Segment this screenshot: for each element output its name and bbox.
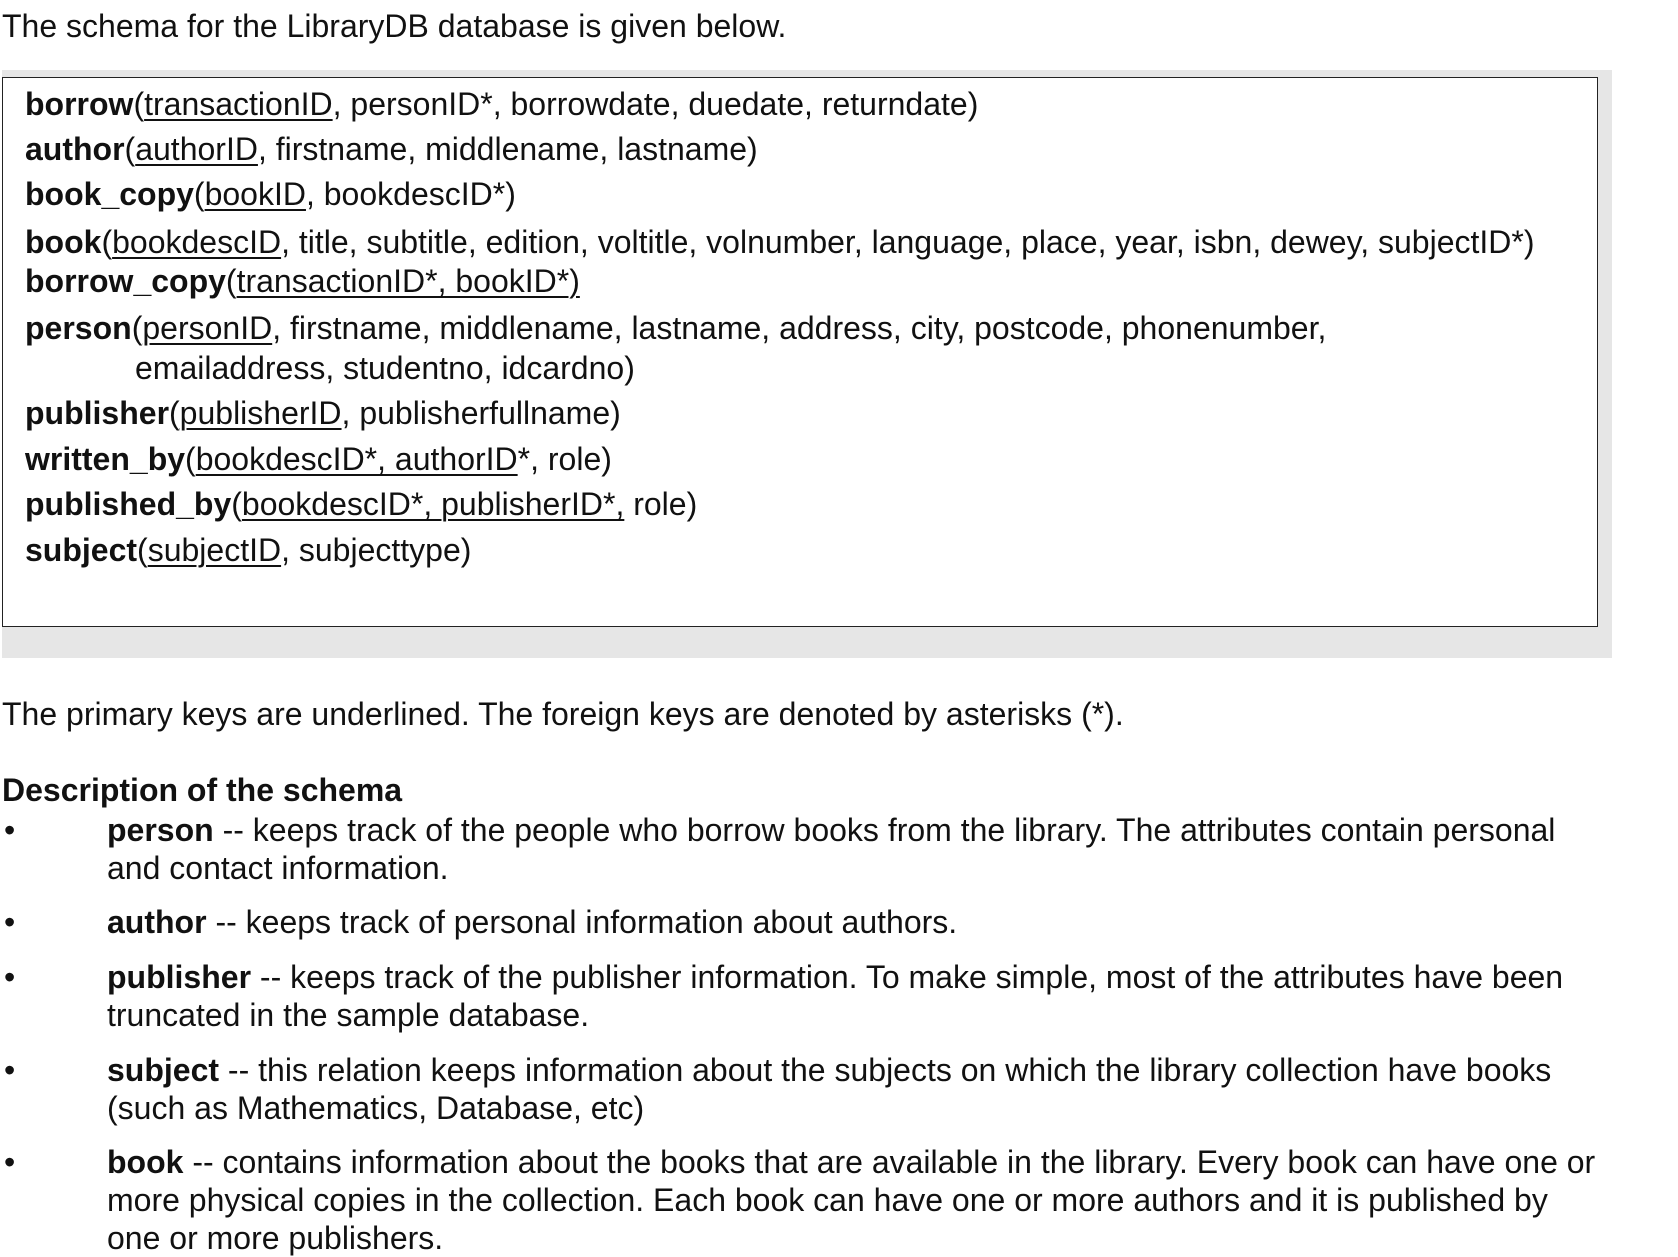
relation-subject: subject(subjectID, subjecttype) [25, 532, 472, 568]
primary-key: bookID [204, 176, 306, 212]
description-text: -- keeps track of the publisher information. To make simple, most of the attributes have been truncated in the sample database. [107, 959, 1564, 1033]
primary-key: bookdescID*, authorID [195, 441, 518, 477]
description-term: subject [107, 1052, 220, 1088]
bullet-icon: • [4, 1144, 16, 1180]
relation-name: person [25, 310, 132, 346]
relation-name: written_by [25, 441, 186, 477]
keys-note: The primary keys are underlined. The foreign keys are denoted by asterisks (*). [2, 696, 1124, 732]
relation-name: borrow_copy [25, 263, 226, 299]
relation-written-by: written_by(bookdescID*, authorID*, role) [25, 441, 612, 477]
description-text: -- contains information about the books that are available in the library. Every book can have one or more physical copies in the collection. Each book can have one or more authors and it is published by one or more publishers. [107, 1144, 1596, 1256]
relation-name: book [25, 224, 102, 260]
intro-text: The schema for the LibraryDB database is given below. [2, 8, 787, 44]
relation-name: publisher [25, 395, 170, 431]
relation-name: author [25, 131, 125, 167]
primary-key: publisherID [179, 395, 342, 431]
primary-key: bookdescID [112, 224, 282, 260]
bullet-icon: • [4, 1052, 16, 1088]
description-term: person [107, 812, 214, 848]
relation-name: published_by [25, 486, 232, 522]
primary-key: subjectID [147, 532, 282, 568]
description-term: author [107, 904, 207, 940]
relation-book: book(bookdescID, title, subtitle, edition, voltitle, volnumber, language, place, year, isbn, dewey, subjectID*) [25, 224, 1535, 260]
description-text: -- this relation keeps information about the subjects on which the library collection have books (such as Mathematics, Database, etc) [107, 1052, 1552, 1126]
relation-published-by: published_by(bookdescID*, publisherID*, role) [25, 486, 698, 522]
relation-name: book_copy [25, 176, 194, 212]
relation-name: borrow [25, 86, 134, 122]
relation-person-continuation: emailaddress, studentno, idcardno) [135, 350, 635, 386]
relation-name: subject [25, 532, 138, 568]
description-term: publisher [107, 959, 252, 995]
schema-box [2, 77, 1598, 627]
bullet-icon: • [4, 812, 16, 848]
relation-borrow: borrow(transactionID, personID*, borrowdate, duedate, returndate) [25, 86, 979, 122]
description-text: -- keeps track of personal information about authors. [206, 904, 958, 940]
primary-key: authorID [135, 131, 258, 167]
relation-person: person(personID, firstname, middlename, lastname, address, city, postcode, phonenumber, [25, 310, 1327, 346]
description-text: -- keeps track of the people who borrow books from the library. The attributes contain personal and contact information. [107, 812, 1556, 886]
primary-key: bookdescID*, publisherID*, [241, 486, 625, 522]
primary-key: transactionID*, bookID*) [236, 263, 580, 299]
bullet-icon: • [4, 904, 16, 940]
relation-borrow-copy: borrow_copy(transactionID*, bookID*) [25, 263, 580, 299]
description-heading: Description of the schema [2, 772, 403, 808]
description-term: book [107, 1144, 184, 1180]
primary-key: personID [142, 310, 273, 346]
primary-key: transactionID [144, 86, 333, 122]
relation-book-copy: book_copy(bookID, bookdescID*) [25, 176, 516, 212]
relation-author: author(authorID, firstname, middlename, lastname) [25, 131, 758, 167]
relation-publisher: publisher(publisherID, publisherfullname) [25, 395, 621, 431]
bullet-icon: • [4, 959, 16, 995]
